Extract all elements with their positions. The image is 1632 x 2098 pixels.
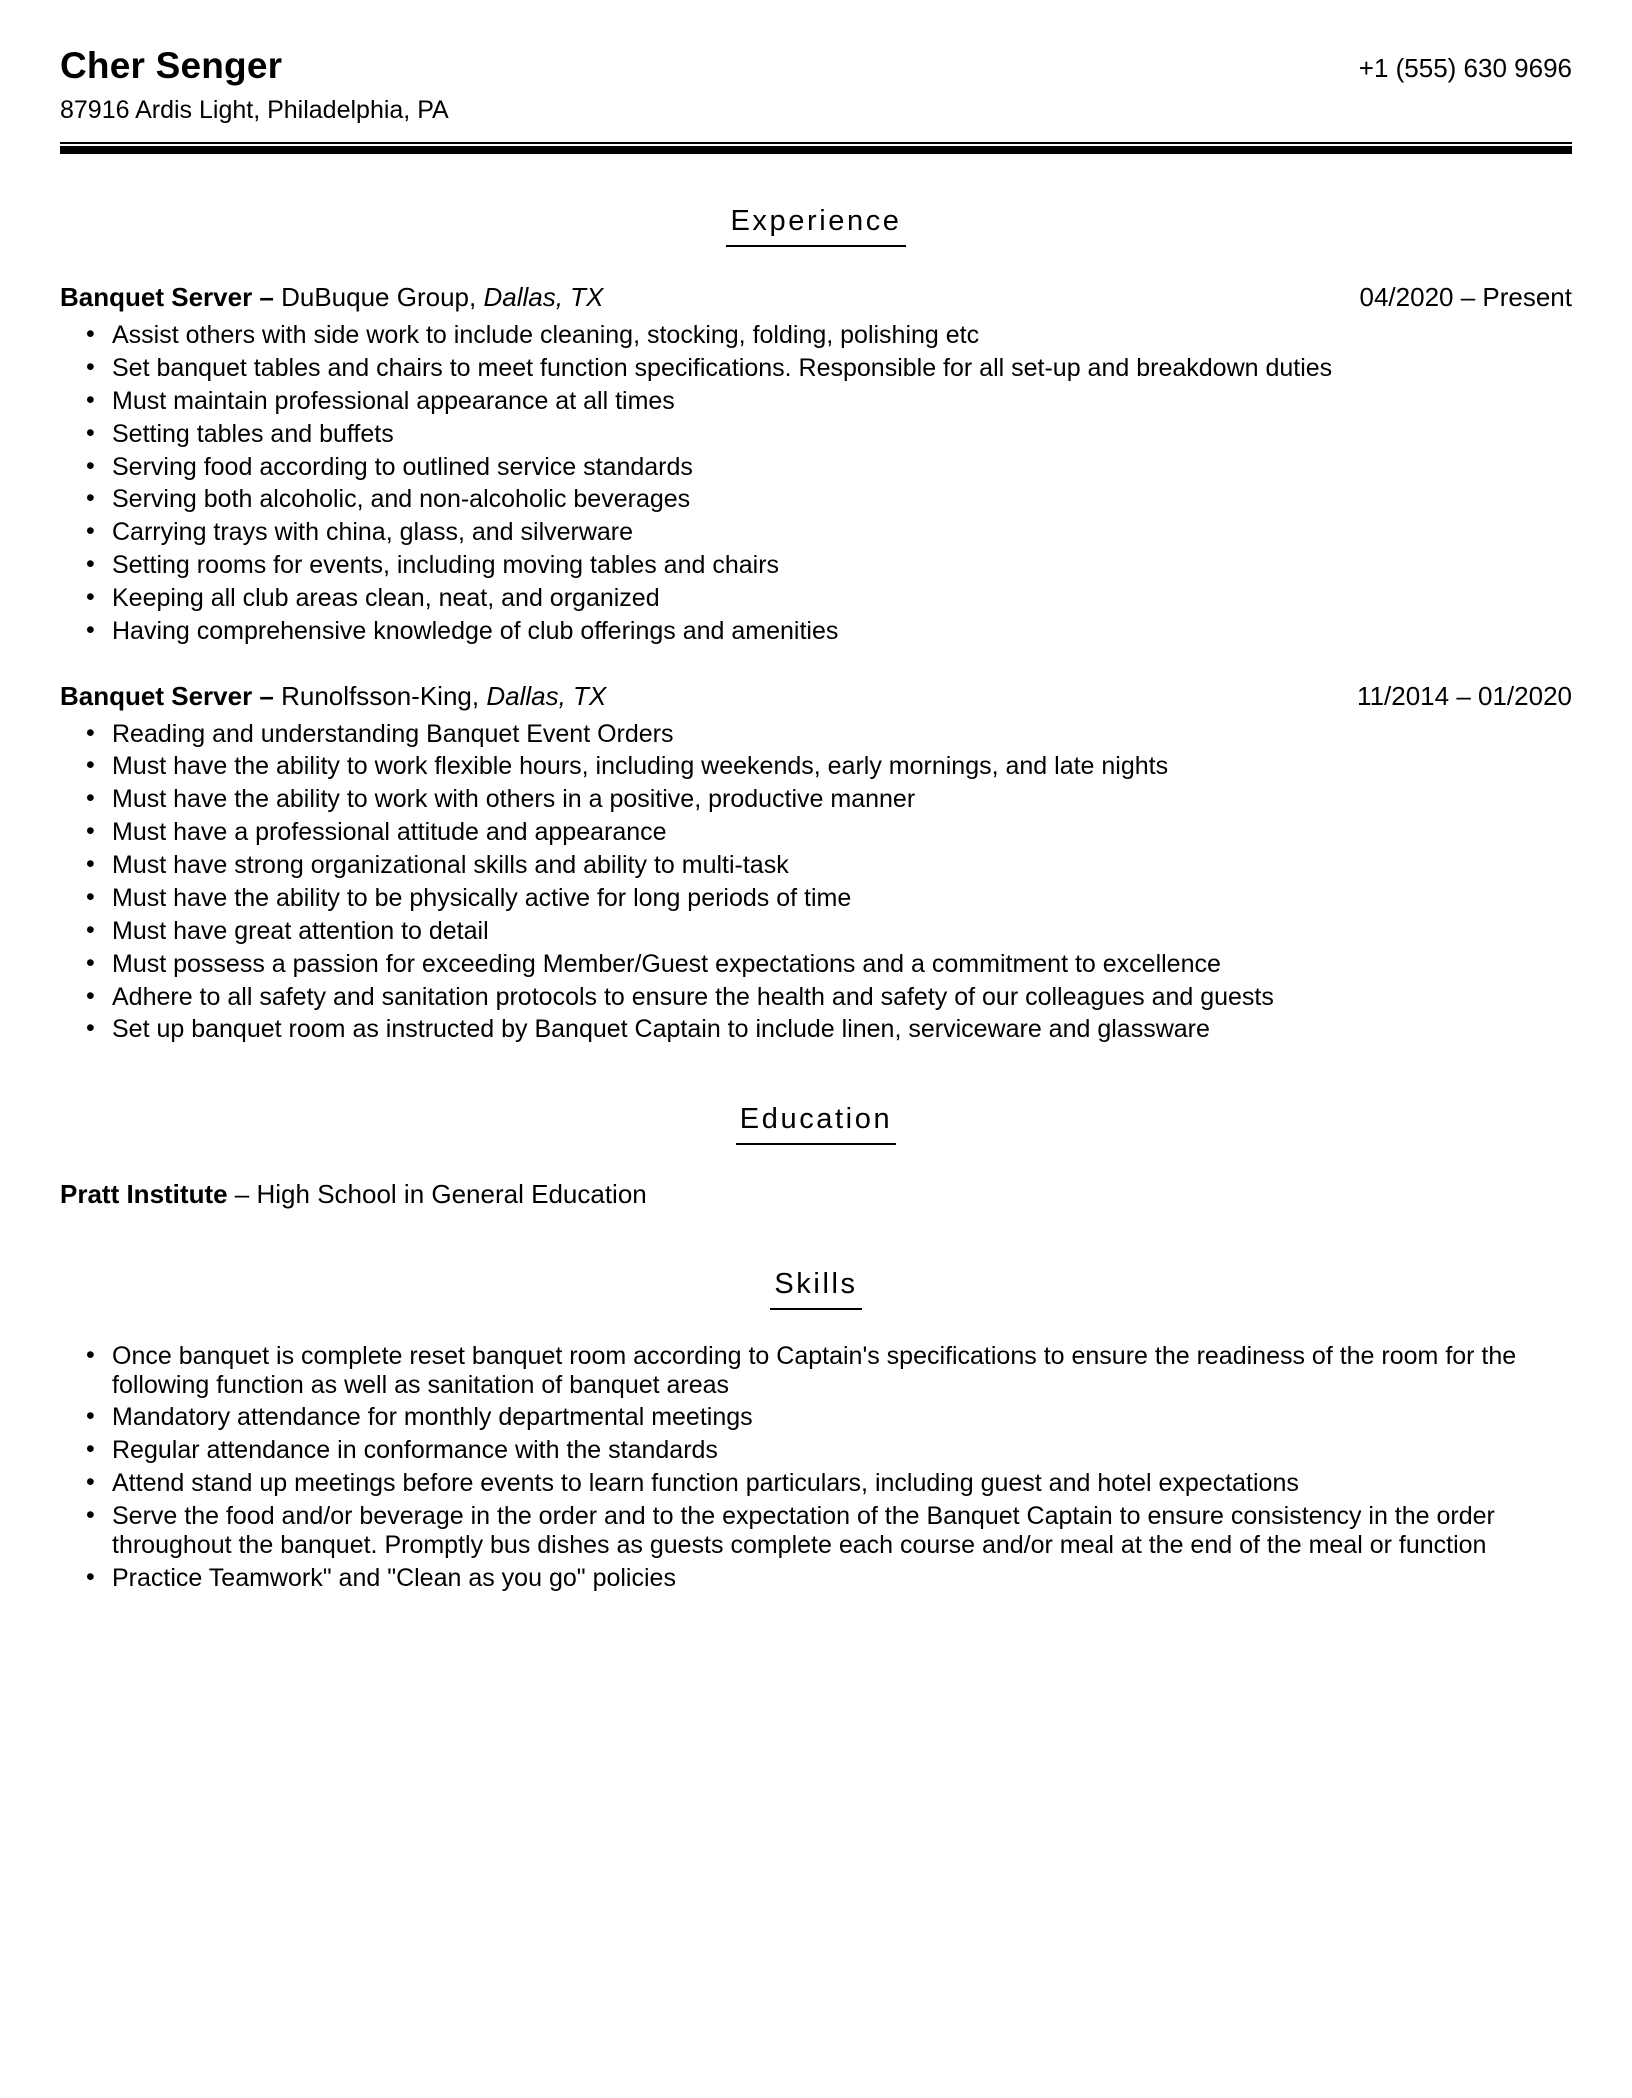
contact-address: 87916 Ardis Light, Philadelphia, PA <box>60 95 449 124</box>
entry-header <box>60 281 1572 315</box>
entry-dates: 11/2014 – 01/2020 <box>1357 680 1572 711</box>
list-item: • Setting tables and buffets <box>60 420 1572 449</box>
education-degree: High School in General Education <box>256 1179 647 1210</box>
entry-role: Banquet Server – <box>60 680 282 711</box>
list-item: • Reading and understanding Banquet Event Orders <box>60 720 1572 749</box>
list-item: • Must maintain professional appearance at all times <box>60 387 1572 416</box>
education-section-header <box>60 1102 1572 1145</box>
education-separator: – <box>227 1179 257 1210</box>
education-school: Pratt Institute <box>60 1179 228 1210</box>
list-item: • Adhere to all safety and sanitation protocols to ensure the health and safety of our colleagues and guests <box>60 983 1572 1012</box>
list-item: • Set up banquet room as instructed by Banquet Captain to include linen, serviceware and glassware <box>60 1015 1572 1044</box>
list-item: • Regular attendance in conformance with the standards <box>60 1436 1562 1465</box>
entry-organization: DuBuque Group <box>281 282 469 313</box>
resume-header <box>60 0 1572 154</box>
list-item: • Must have the ability to be physically active for long periods of time <box>60 884 1572 913</box>
skills-heading: Skills <box>770 1267 861 1310</box>
skills-list-wrapper <box>60 1342 1572 1593</box>
divider-thick-bar <box>60 146 1572 154</box>
list-item: • Keeping all club areas clean, neat, and organized <box>60 584 1572 613</box>
entry-separator: , <box>471 680 487 711</box>
list-item: • Once banquet is complete reset banquet room according to Captain's specifications to ensure the readiness of the room for the following function as well as sanitation of banquet areas <box>60 1342 1562 1400</box>
list-item: • Assist others with side work to include cleaning, stocking, folding, polishing etc <box>60 321 1572 350</box>
entry-bullet-list <box>60 720 1572 1045</box>
education-heading: Education <box>736 1102 896 1145</box>
header-divider <box>60 142 1572 154</box>
list-item: • Must have great attention to detail <box>60 917 1572 946</box>
list-item: • Serving both alcoholic, and non-alcoholic beverages <box>60 485 1572 514</box>
list-item: • Setting rooms for events, including moving tables and chairs <box>60 551 1572 580</box>
entry-title <box>60 281 603 315</box>
skills-bullet-list <box>60 1342 1572 1593</box>
list-item: • Carrying trays with china, glass, and silverware <box>60 518 1572 547</box>
list-item: • Mandatory attendance for monthly departmental meetings <box>60 1403 1562 1432</box>
list-item: • Must possess a passion for exceeding Member/Guest expectations and a commitment to excellence <box>60 950 1572 979</box>
entry-dates: 04/2020 – Present <box>1359 282 1572 313</box>
experience-heading: Experience <box>726 204 905 247</box>
education-entry-1 <box>60 1178 1572 1212</box>
experience-entry-1 <box>60 281 1572 646</box>
list-item: • Serving food according to outlined service standards <box>60 453 1572 482</box>
list-item: • Must have strong organizational skills and ability to multi-task <box>60 851 1572 880</box>
entry-bullet-list <box>60 321 1572 646</box>
entry-organization: Runolfsson-King <box>281 680 472 711</box>
list-item: • Must have the ability to work with others in a positive, productive manner <box>60 785 1572 814</box>
list-item: • Attend stand up meetings before events to learn function particulars, including guest and hotel expectations <box>60 1469 1562 1498</box>
list-item: • Serve the food and/or beverage in the order and to the expectation of the Banquet Captain to ensure consistency in the order throughout the banquet. Promptly bus dishes as guests complete each course and/or meal at the end of the meal or function <box>60 1502 1562 1560</box>
header-top-row <box>60 44 1572 88</box>
entry-location: Dallas, TX <box>486 680 607 711</box>
list-item: • Having comprehensive knowledge of club offerings and amenities <box>60 617 1572 646</box>
skills-section-header <box>60 1267 1572 1310</box>
entry-header <box>60 680 1572 714</box>
contact-phone: +1 (555) 630 9696 <box>1358 53 1572 83</box>
list-item: • Must have the ability to work flexible hours, including weekends, early mornings, and late nights <box>60 752 1572 781</box>
entry-title <box>60 680 606 714</box>
entry-role: Banquet Server – <box>60 282 282 313</box>
entry-separator: , <box>469 282 484 313</box>
list-item: • Set banquet tables and chairs to meet function specifications. Responsible for all set-up and breakdown duties <box>60 354 1572 383</box>
list-item: • Must have a professional attitude and appearance <box>60 818 1572 847</box>
experience-entry-2 <box>60 680 1572 1045</box>
list-item: • Practice Teamwork" and "Clean as you go" policies <box>60 1564 1562 1593</box>
entry-location: Dallas, TX <box>483 282 604 313</box>
page-title: Cher Senger <box>60 45 283 86</box>
experience-section-header <box>60 204 1572 247</box>
